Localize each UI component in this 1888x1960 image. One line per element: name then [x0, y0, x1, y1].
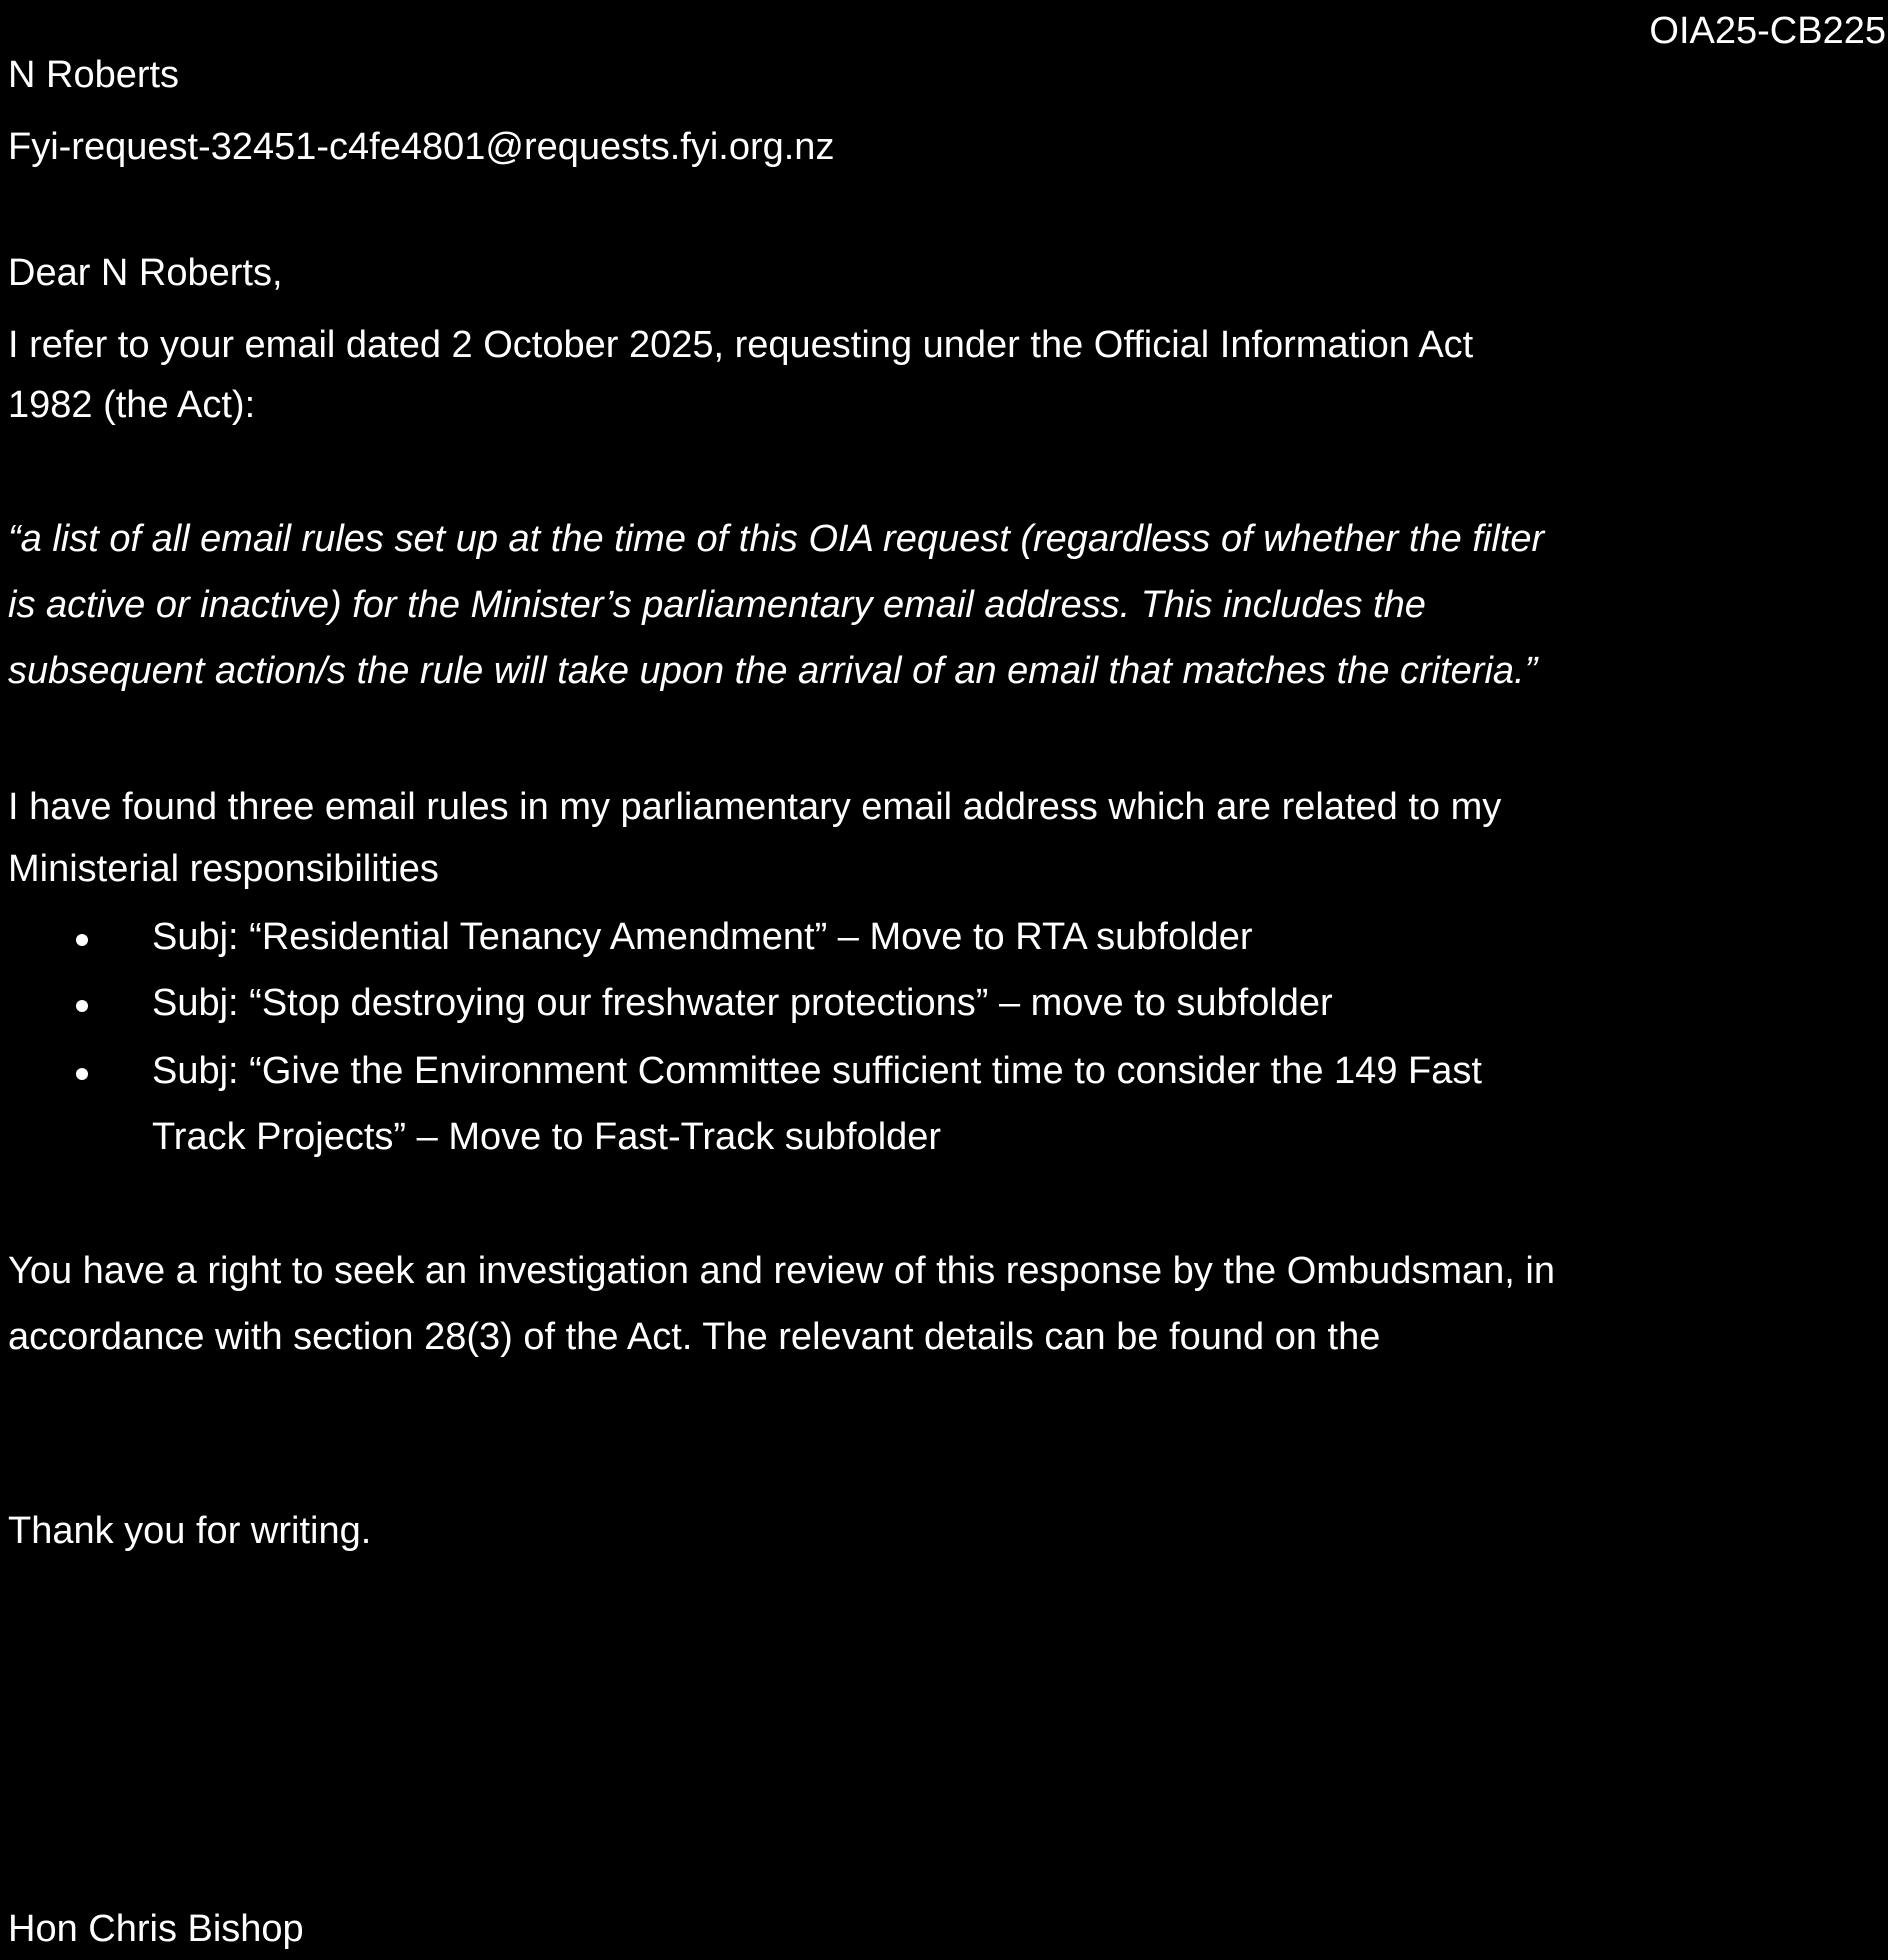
rule-item: Subj: “Give the Environment Committee sufficient time to consider the 149 Fast	[152, 1050, 1482, 1092]
recipient-email: Fyi-request-32451-c4fe4801@requests.fyi.org.nz	[8, 126, 835, 168]
bullet-icon	[76, 930, 96, 950]
found-line-2: Ministerial responsibilities	[8, 848, 439, 890]
rule-item: Subj: “Residential Tenancy Amendment” – Move to RTA subfolder	[152, 916, 1253, 958]
rule-item: Subj: “Stop destroying our freshwater protections” – move to subfolder	[152, 982, 1333, 1024]
bullet-icon	[76, 1064, 96, 1084]
bullet-icon	[76, 996, 96, 1016]
intro-line-1: I refer to your email dated 2 October 2025, requesting under the Official Information Act	[8, 324, 1474, 366]
closing: Thank you for writing.	[8, 1510, 372, 1552]
salutation: Dear N Roberts,	[8, 252, 283, 294]
request-quote-line-3: subsequent action/s the rule will take upon the arrival of an email that matches the criteria.”	[8, 650, 1538, 692]
review-line-2: accordance with section 28(3) of the Act. The relevant details can be found on the	[8, 1316, 1381, 1358]
intro-line-2: 1982 (the Act):	[8, 384, 256, 426]
request-quote-line-1: “a list of all email rules set up at the time of this OIA request (regardless of whether the filter	[8, 518, 1545, 560]
review-line-1: You have a right to seek an investigation and review of this response by the Ombudsman, in	[8, 1250, 1555, 1292]
recipient-name: N Roberts	[8, 54, 180, 96]
rule-item-continuation: Track Projects” – Move to Fast-Track subfolder	[152, 1116, 942, 1158]
request-quote-line-2: is active or inactive) for the Minister’s parliamentary email address. This includes the	[8, 584, 1426, 626]
reference-number: OIA25-CB225	[1649, 10, 1886, 52]
signatory: Hon Chris Bishop	[8, 1908, 304, 1950]
found-line-1: I have found three email rules in my parliamentary email address which are related to my	[8, 786, 1502, 828]
